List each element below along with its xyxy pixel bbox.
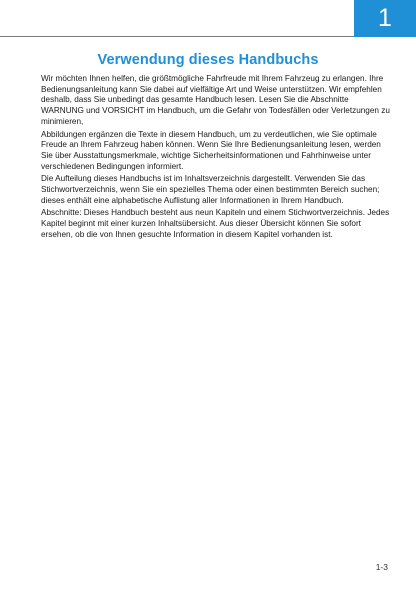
chapter-number: 1 [378, 4, 392, 32]
body-text [41, 74, 391, 243]
paragraph-structure: Die Aufteilung dieses Handbuchs ist im Inhaltsverzeichnis dargestellt. Verwenden Sie das Stichwortverzeichnis, wenn Sie ein spezielles Thema oder einen bestimmten Bereich suchen; dieses enthält eine alphabetische Auflistung aller Informationen in Ihrem Handbuch. [41, 174, 380, 205]
header-rule [0, 36, 354, 37]
chapter-tab [354, 0, 416, 37]
page-number: 1-3 [375, 562, 388, 572]
paragraph-intro: Wir möchten Ihnen helfen, die größtmögliche Fahrfreude mit Ihrem Fahrzeug zu erlangen. Ihre Bedienungsanleitung kann Sie dabei auf vielfältige Art und Weise unterstützen. Wir empfehlen deshalb, dass Sie unbedingt das gesamte Handbuch lesen. Lesen Sie die Abschnitte WARNUNG und VORSICHT im Handbuch, um die Gefahr von Todesfällen oder Verletzungen zu minimieren, [41, 74, 390, 126]
paragraph-sections: Abschnitte: Dieses Handbuch besteht aus neun Kapiteln und einem Stichwortverzeichnis. Jedes Kapitel beginnt mit einer kurzen Inhaltsübersicht. Aus dieser Übersicht können Sie sofort ersehen, ob die von Ihnen gesuchte Information in diesem Kapitel vorhanden ist. [41, 208, 390, 239]
page-title: Verwendung dieses Handbuchs [97, 52, 319, 68]
paragraph-illustrations: Abbildungen ergänzen die Texte in diesem Handbuch, um zu verdeutlichen, wie Sie optimale Freude an Ihrem Fahrzeug haben können. Wenn Sie Ihre Bedienungsanleitung lesen, werden Sie über Ausstattungsmerkmale, wichtige Sicherheitsinformationen und Fahrhinweise unter verschiedenen Bedingungen informiert. [41, 129, 381, 171]
